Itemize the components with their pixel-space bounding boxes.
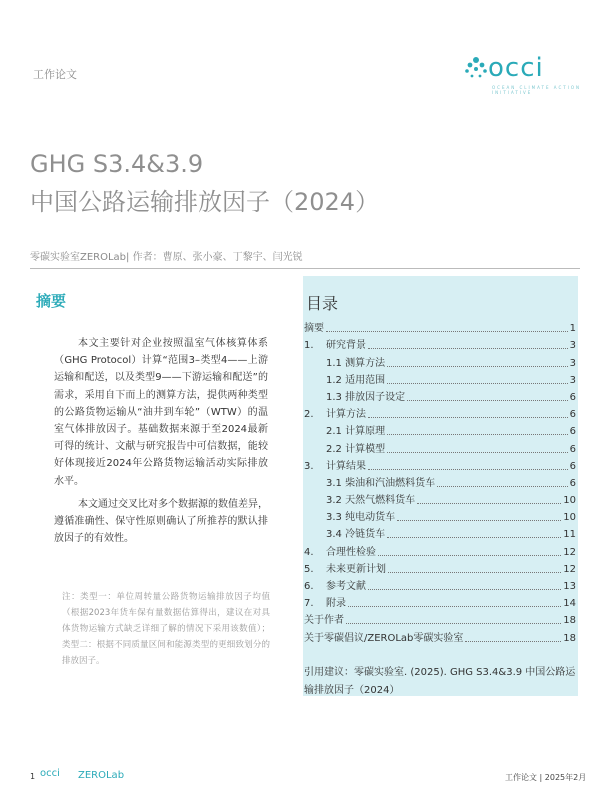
toc-item-label: 1.1 测算方法: [326, 357, 386, 369]
toc-item-page: 6: [569, 477, 576, 489]
toc-leader-dots: [465, 641, 561, 642]
toc-leader-dots: [387, 434, 568, 435]
toc-item-label: 2.1 计算原理: [326, 426, 386, 438]
footer-date: 工作论文 | 2025年2月: [505, 773, 587, 782]
toc-item-number: 2.: [304, 409, 314, 421]
toc-item-label: 3.1 柴油和汽油燃料货车: [326, 477, 436, 489]
toc-item[interactable]: [304, 352, 576, 369]
toc-item-label: 关于作者: [304, 615, 344, 627]
toc-item-page: 3: [569, 374, 576, 386]
toc-item-label: 3.4 冷链货车: [326, 529, 386, 541]
toc-leader-dots: [368, 417, 568, 418]
toc-item-page: 10: [563, 512, 576, 524]
document-title: [30, 145, 379, 221]
toc-item-page: 13: [563, 581, 576, 592]
toc-leader-dots: [387, 452, 568, 453]
logo-wordmark: occi: [488, 53, 544, 83]
toc-item[interactable]: [304, 318, 576, 335]
toc-item-number: 4.: [304, 546, 314, 558]
abstract-body: [54, 335, 268, 553]
toc-leader-dots: [407, 400, 568, 401]
toc-leader-dots: [346, 623, 561, 624]
toc-leader-dots: [378, 555, 561, 556]
toc-item[interactable]: [304, 559, 576, 576]
citation: 引用建议：零碳实验室. (2025). GHG S3.4&3.9 中国公路运输排放因子（2024）: [304, 667, 576, 696]
toc-item-label: 1.3 排放因子设定: [326, 391, 406, 403]
toc-leader-dots: [368, 589, 561, 590]
toc-item[interactable]: [304, 421, 576, 438]
toc-item-label: 未来更新计划: [326, 563, 386, 575]
toc-item-page: 6: [569, 391, 576, 403]
toc-list: [304, 318, 576, 645]
toc-item[interactable]: [304, 576, 576, 593]
toc-item[interactable]: [304, 524, 576, 541]
abstract-note: 注：类型一：单位周转量公路货物运输排放因子均值（根据2023年货车保有量数据估算得出，建议在对具体货物运输方式缺乏详细了解的情况下采用该数值）；类型二：根据不同质量区间和能源类型的更细致划分的排放因子。: [62, 592, 270, 666]
toc-item-page: 10: [563, 495, 576, 507]
toc-leader-dots: [348, 606, 561, 607]
toc-item-page: 11: [563, 529, 576, 541]
page-number: 1: [30, 772, 36, 781]
toc-item-label: 2.2 计算模型: [326, 443, 386, 455]
toc-item-label: 摘要: [304, 323, 324, 335]
toc-item[interactable]: [304, 507, 576, 524]
toc-item-number: 6.: [304, 581, 314, 592]
toc-item-label: 附录: [326, 598, 346, 610]
toc-item-label: 合理性检验: [326, 546, 376, 558]
toc-item-page: 18: [563, 615, 576, 627]
toc-item[interactable]: [304, 456, 576, 473]
toc-item-page: 14: [563, 598, 576, 610]
toc-item-label: 关于零碳倡议/ZEROLab零碳实验室: [304, 632, 464, 644]
toc-item-label: 参考文献: [326, 581, 366, 592]
toc-leader-dots: [417, 503, 561, 504]
toc-item[interactable]: [304, 610, 576, 627]
toc-item-page: 12: [563, 546, 576, 558]
abstract-paragraph: 本文通过交叉比对多个数据源的数值差异，遵循准确性、保守性原则确认了所推荐的默认排放因子的有效性。: [54, 498, 268, 545]
toc-item-number: 3.: [304, 460, 314, 472]
toc-item[interactable]: [304, 473, 576, 490]
footer-org: ZEROLab: [78, 770, 125, 781]
toc-item[interactable]: [304, 627, 576, 644]
toc-item-number: 1.: [304, 340, 314, 352]
toc-leader-dots: [368, 348, 568, 349]
toc-item-number: 5.: [304, 563, 314, 575]
toc-leader-dots: [437, 486, 568, 487]
logo-subtitle: OCEAN CLIMATE ACTION INITIATIVE: [492, 85, 582, 95]
abstract-paragraph: 本文主要针对企业按照温室气体核算体系（GHG Protocol）计算“范围3–类型4——上游运输和配送，以及类型9——下游运输和配送”的需求，采用自下而上的测算方法，提供两种类型的公路货物运输从“油井到车轮”（WTW）的温室气体排放因子。基础数据来源于至2024最新可得的统计、文献与研究报告中可信数据，能较好体现接近2024年公路货物运输活动实际排放水平。: [54, 338, 268, 487]
toc-item-label: 计算结果: [326, 460, 366, 472]
footer-logo: occi: [40, 768, 60, 779]
toc-item-page: 18: [563, 632, 576, 644]
toc-leader-dots: [387, 366, 568, 367]
toc-item[interactable]: [304, 593, 576, 610]
toc-leader-dots: [326, 331, 568, 332]
authors-line: 零碳实验室ZEROLab| 作者：曹原、张小豪、丁黎宇、闫光锐: [30, 252, 303, 263]
toc-item-label: 1.2 适用范围: [326, 374, 386, 386]
toc-item-page: 6: [569, 409, 576, 421]
toc-item-label: 3.3 纯电动货车: [326, 512, 396, 524]
title-line-2: 中国公路运输排放因子（2024）: [30, 188, 380, 216]
toc-item-page: 6: [569, 443, 576, 455]
abstract-heading: 摘要: [36, 292, 67, 310]
toc-heading: 目录: [306, 294, 339, 313]
toc-item-page: 12: [563, 563, 576, 575]
toc-leader-dots: [387, 537, 561, 538]
toc-leader-dots: [397, 520, 561, 521]
toc-item[interactable]: [304, 387, 576, 404]
toc-leader-dots: [387, 383, 568, 384]
toc-item-label: 研究背景: [326, 340, 366, 352]
toc-item[interactable]: [304, 541, 576, 558]
occi-logo: [462, 52, 590, 95]
toc-item-page: 6: [569, 460, 576, 472]
divider: [30, 268, 580, 269]
toc-item[interactable]: [304, 490, 576, 507]
toc-item-number: 7.: [304, 598, 314, 610]
toc-item-page: 6: [569, 426, 576, 438]
toc-leader-dots: [388, 572, 561, 573]
toc-item-page: 3: [569, 357, 576, 369]
toc-item-label: 3.2 天然气燃料货车: [326, 495, 416, 507]
toc-item[interactable]: [304, 370, 576, 387]
toc-item[interactable]: [304, 335, 576, 352]
document-type-label: 工作论文: [33, 68, 77, 81]
toc-item[interactable]: [304, 438, 576, 455]
title-line-1: GHG S3.4&3.9: [30, 150, 204, 178]
toc-item-label: 计算方法: [326, 409, 366, 421]
toc-item-page: 1: [569, 323, 576, 335]
toc-leader-dots: [368, 469, 568, 470]
toc-item-page: 3: [569, 340, 576, 352]
toc-item[interactable]: [304, 404, 576, 421]
